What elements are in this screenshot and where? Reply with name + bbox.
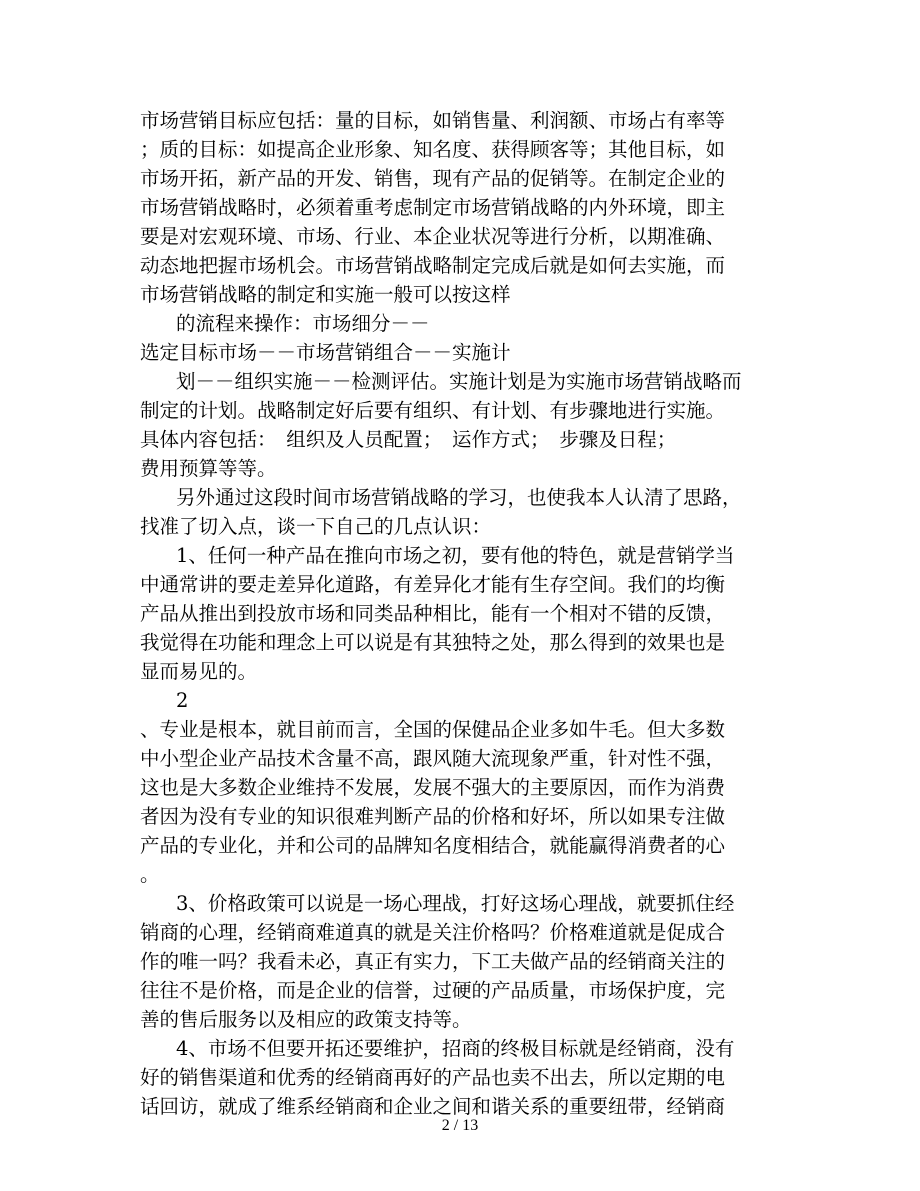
text-line: 划－－组织实施－－检测评估。实施计划是为实施市场营销战略而 <box>176 370 742 393</box>
text-line: 4、市场不但要开拓还要维护，招商的终极目标就是经销商，没有 <box>176 1037 735 1060</box>
document-body <box>140 106 790 1121</box>
text-line: 1、任何一种产品在推向市场之初，要有他的特色，就是营销学当 <box>176 544 735 567</box>
text-line: 产品从推出到投放市场和同类品种相比，能有一个相对不错的反馈， <box>140 602 726 625</box>
text-line: 3、价格政策可以说是一场心理战，打好这场心理战，就要抓住经 <box>176 892 735 915</box>
text-line: 动态地把握市场机会。市场营销战略制定完成后就是如何去实施，而 <box>140 254 726 277</box>
text-line: 产品的专业化，并和公司的品牌知名度相结合，就能赢得消费者的心 <box>140 834 726 857</box>
text-line: 善的售后服务以及相应的政策支持等。 <box>140 1008 472 1031</box>
text-line: 另外通过这段时间市场营销战略的学习，也使我本人认清了思路， <box>176 486 742 509</box>
text-line: 找准了切入点，谈一下自己的几点认识： <box>140 515 492 538</box>
text-line: 销商的心理，经销商难道真的就是关注价格吗？价格难道就是促成合 <box>140 921 726 944</box>
text-line: 具体内容包括： 组织及人员配置； 运作方式； 步骤及日程； <box>140 428 677 451</box>
text-line: 好的销售渠道和优秀的经销商再好的产品也卖不出去，所以定期的电 <box>140 1066 726 1089</box>
text-line: 市场营销战略的制定和实施一般可以按这样 <box>140 283 511 306</box>
text-line: 费用预算等等。 <box>140 457 277 480</box>
text-line: 显而易见的。 <box>140 660 258 683</box>
text-line: 要是对宏观环境、市场、行业、本企业状况等进行分析，以期准确、 <box>140 225 726 248</box>
text-line: 中通常讲的要走差异化道路，有差异化才能有生存空间。我们的均衡 <box>140 573 726 596</box>
text-line: 中小型企业产品技术含量不高，跟风随大流现象严重，针对性不强， <box>140 747 726 770</box>
text-line: 2 <box>176 689 189 712</box>
text-line: 市场营销战略时，必须着重考虑制定市场营销战略的内外环境，即主 <box>140 196 726 219</box>
text-line: 、专业是根本，就目前而言，全国的保健品企业多如牛毛。但大多数 <box>140 718 726 741</box>
text-line: 。 <box>140 863 160 886</box>
page-number: 2 / 13 <box>441 1117 479 1134</box>
text-line: 作的唯一吗？我看未必，真正有实力，下工夫做产品的经销商关注的 <box>140 950 726 973</box>
text-line: 市场营销目标应包括：量的目标，如销售量、利润额、市场占有率等 <box>140 109 726 132</box>
text-line: ；质的目标：如提高企业形象、知名度、获得顾客等；其他目标，如 <box>140 138 726 161</box>
text-line: 话回访，就成了维系经销商和企业之间和谐关系的重要纽带，经销商 <box>140 1095 726 1118</box>
text-line: 的流程来操作：市场细分－－ <box>176 312 430 335</box>
text-line: 这也是大多数企业维持不发展，发展不强大的主要原因，而作为消费 <box>140 776 726 799</box>
text-line: 我觉得在功能和理念上可以说是有其独特之处，那么得到的效果也是 <box>140 631 726 654</box>
text-line: 往往不是价格，而是企业的信誉，过硬的产品质量，市场保护度，完 <box>140 979 726 1002</box>
text-line: 制定的计划。战略制定好后要有组织、有计划、有步骤地进行实施。 <box>140 399 726 422</box>
text-line: 选定目标市场－－市场营销组合－－实施计 <box>140 341 511 364</box>
text-line: 市场开拓，新产品的开发、销售，现有产品的促销等。在制定企业的 <box>140 167 726 190</box>
text-line: 者因为没有专业的知识很难判断产品的价格和好坏，所以如果专注做 <box>140 805 726 828</box>
